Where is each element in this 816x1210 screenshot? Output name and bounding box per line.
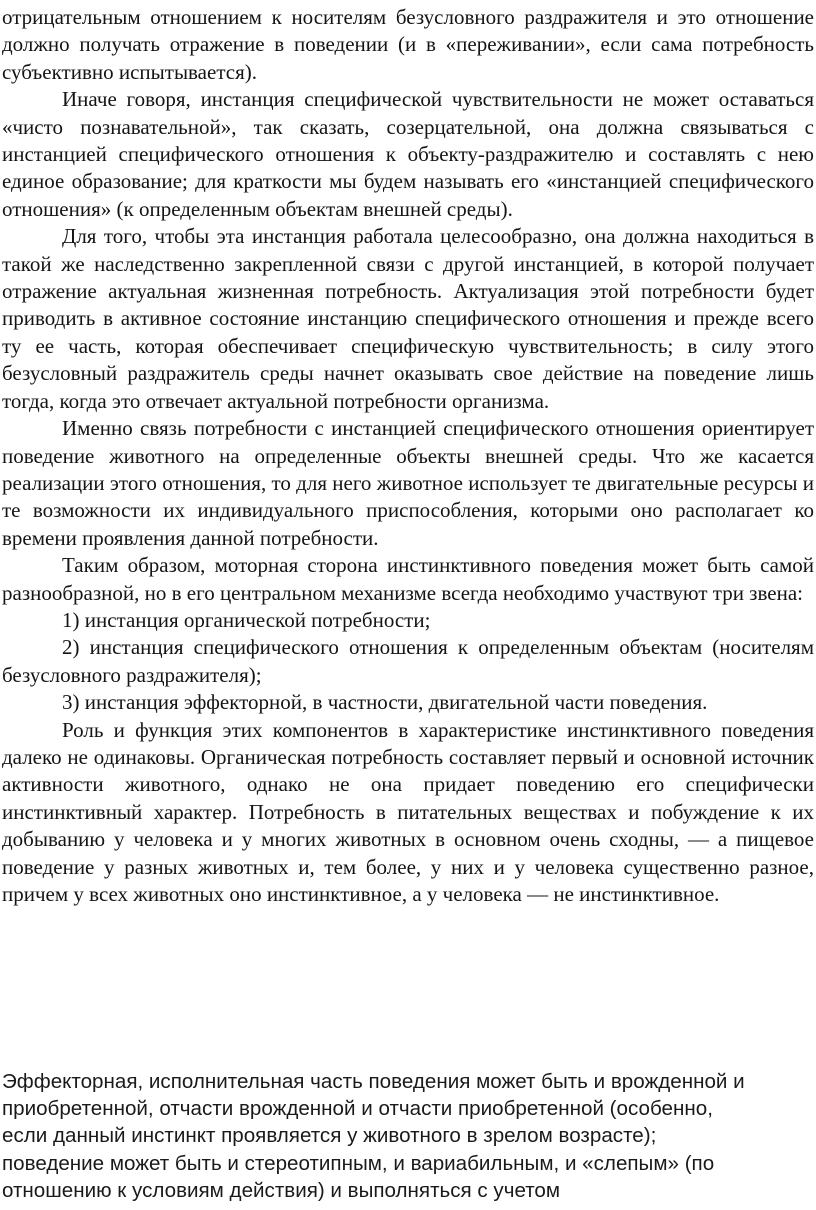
list-item-2: 2) инстанция специфического отношения к определенным объектам (носителям безусловного раздражителя);	[2, 635, 814, 687]
paragraph-motor-side: Таким образом, моторная сторона инстинктивного поведения может быть самой разнообразной, но в его центральном механизме всегда необходимо участвуют три звена:	[2, 553, 814, 605]
paragraph-specific-sensitivity: Иначе говоря, инстанция специфической чувствительности не может оставаться «чисто познавательной», так сказать, созерцательной, она должна связываться с инстанцией специфического отношения к объекту-раздражителю и составлять с нею единое образование; для краткости мы будем называть его «инстанцией специфического отношения» (к определенным объектам внешней среды).	[2, 87, 814, 221]
text-line: если данный инстинкт проявляется у животного в зрелом возрасте);	[2, 1124, 657, 1148]
paragraph-continuation: отрицательным отношением к носителям безусловного раздражителя и это отношение должно получать отражение в поведении (и в «переживании», если сама потребность субъективно испытывается).	[2, 5, 814, 84]
list-item-1: 1) инстанция органической потребности;	[62, 607, 431, 632]
document-body	[2, 4, 814, 1202]
text-line: отношению к условиям действия) и выполняться с учетом	[2, 1178, 561, 1202]
paragraph-role-function: Роль и функция этих компонентов в характеристике инстинктивного поведения далеко не одинаковы. Органическая потребность составляет первый и основной источник активности животного, однако не она придает поведению его специфически инстинктивный характер. Потребность в питательных веществах и побуждение к их добыванию у человека и у многих животных в основном очень сходны, — а пищевое поведение у разных животных и, тем более, у них и у человека существенно разное, причем у всех животных оно инстинктивное, а у человека — не инстинктивное.	[2, 717, 814, 906]
effector-text-block	[2, 1068, 814, 1204]
paragraph-need-orientation: Именно связь потребности с инстанцией специфического отношения ориентирует поведение животного на определенные объекты внешней среды. Что же касается реализации этого отношения, то для него животное использует те двигательные ресурсы и те возможности их индивидуального приспособления, которыми оно располагает ко времени проявления данной потребности.	[2, 416, 814, 550]
text-line: Эффекторная, исполнительная часть поведения может быть и врожденной и	[2, 1070, 745, 1093]
text-line: приобретенной, отчасти врожденной и отчасти приобретенной (особенно,	[2, 1097, 713, 1121]
paragraph-instance-connection: Для того, чтобы эта инстанция работала целесообразно, она должна находиться в такой же наследственно закрепленной связи с другой инстанцией, в которой получает отражение актуальная жизненная потребность. Актуализация этой потребности будет приводить в активное состояние инстанцию специфического отношения и прежде всего ту ее часть, которая обеспечивает специфическую чувствительность; в силу этого безусловный раздражитель среды начнет оказывать свое действие на поведение лишь тогда, когда это отвечает актуальной потребности организма.	[2, 224, 814, 413]
list-item-3: 3) инстанция эффекторной, в частности, двигательной части поведения.	[62, 690, 708, 715]
text-line: поведение может быть и стереотипным, и вариабильным, и «слепым» (по	[2, 1151, 715, 1175]
